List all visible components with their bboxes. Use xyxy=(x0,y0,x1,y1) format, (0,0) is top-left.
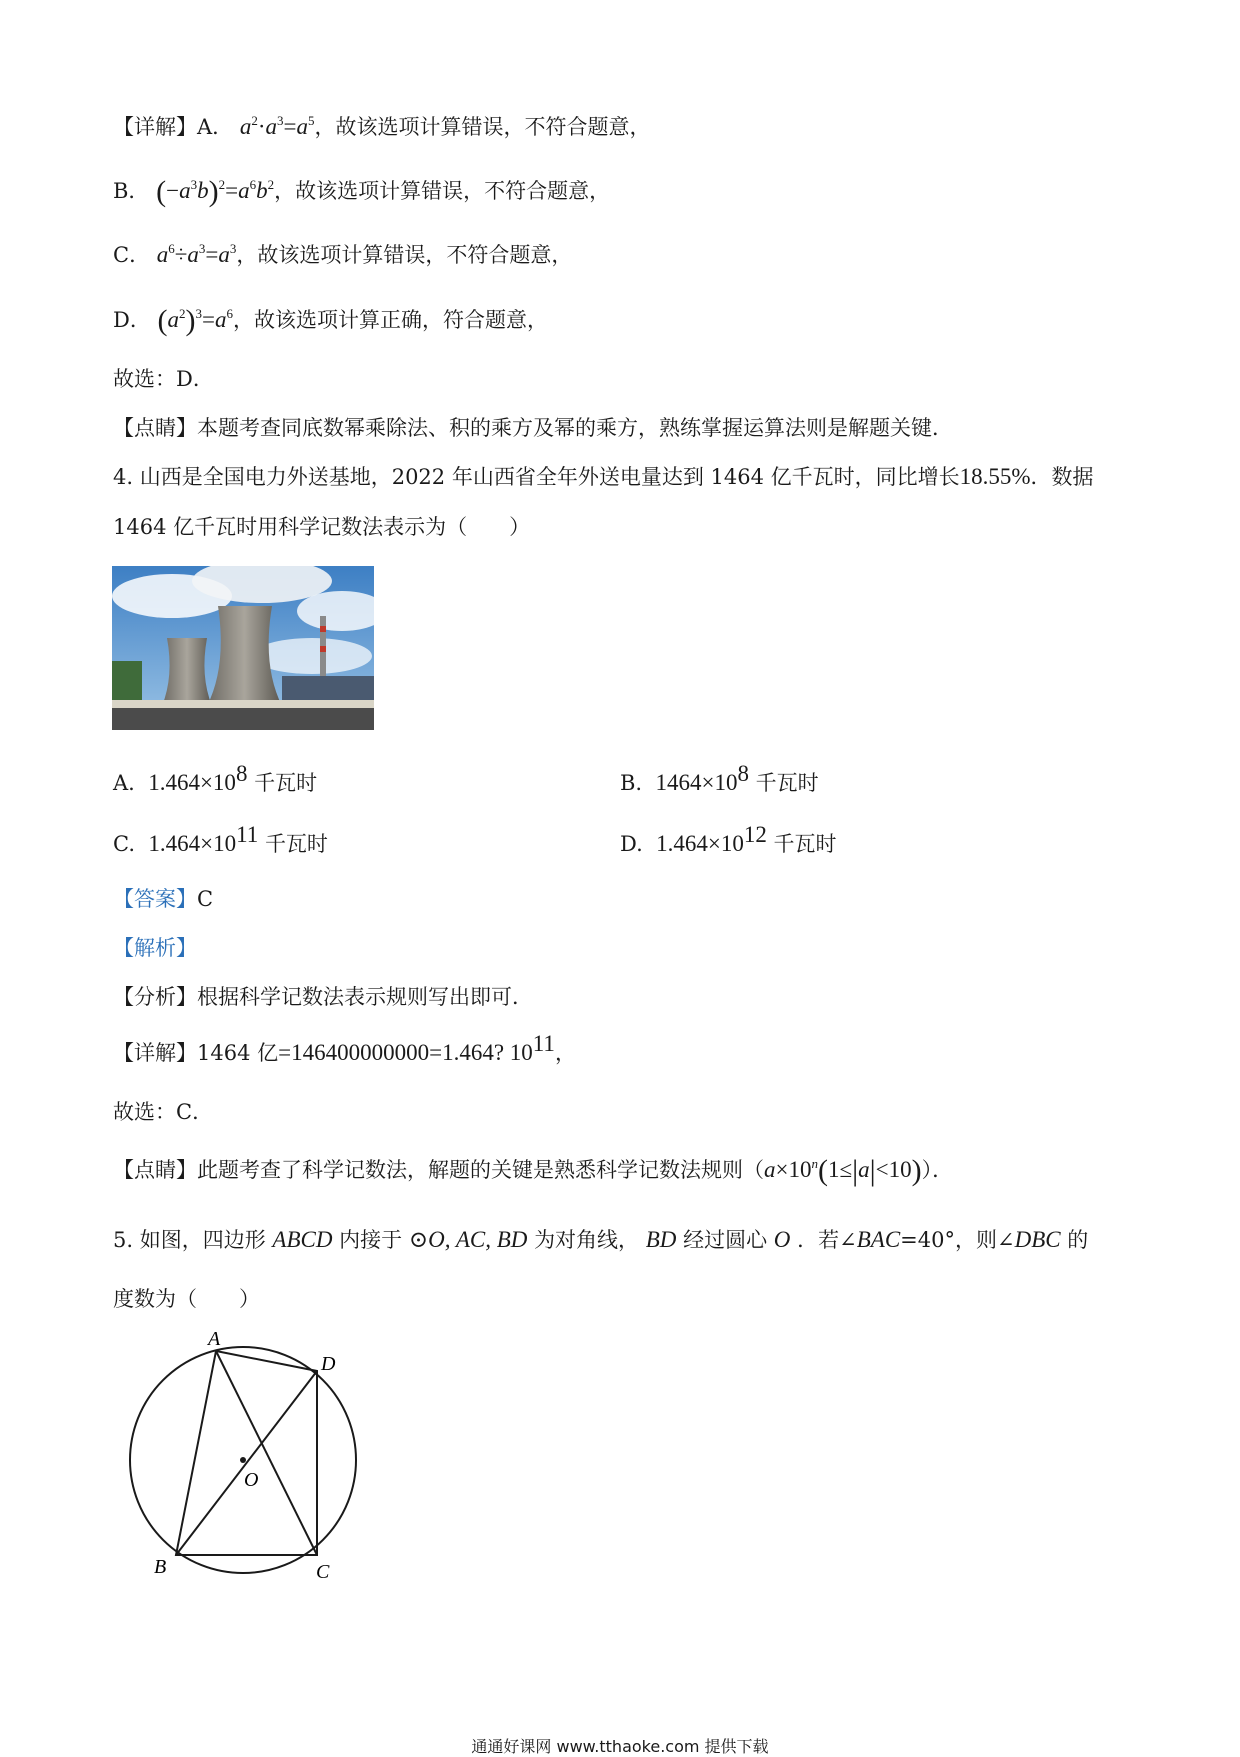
q4-comment: 【点睛】此题考查了科学记数法，解题的关键是熟悉科学记数法规则$(a\times 10^n(1\le|a|<10))$． xyxy=(113,1154,954,1187)
q4-detail: 【详解】1464 亿=146400000000=1.464? $10^{11}$， xyxy=(113,1031,576,1065)
q3-c-text: ，故该选项计算错误，不符合题意， xyxy=(236,243,573,267)
q4-percent: 18.55% xyxy=(959,464,1031,489)
label-o: O xyxy=(244,1469,259,1491)
label-c: C xyxy=(316,1561,330,1583)
label-a: A xyxy=(208,1330,221,1350)
option-c[interactable]: C. $1.464\times 10^{11}$ 千瓦时 xyxy=(113,822,328,856)
footer: 通通好课网 www.tthaoke.com 提供下载 xyxy=(471,1737,769,1756)
power-station-photo xyxy=(112,566,374,730)
option-d[interactable]: D. $1.464\times 10^{12}$ 千瓦时 xyxy=(620,822,837,856)
label-b: B xyxy=(154,1556,167,1578)
q4-stem-line1 xyxy=(113,462,1094,492)
q4-stem-line2: 1464 亿千瓦时用科学记数法表示为（ ） xyxy=(113,515,531,539)
q3-b-text: ，故该选项计算错误，不符合题意， xyxy=(274,179,611,203)
q3-a-text: ，故该选项计算错误，不符合题意， xyxy=(314,115,651,139)
q3-detail-d: D． $(a^2)^3=a^6$，故该选项计算正确，符合题意， xyxy=(113,304,548,337)
q5-stem-line2: 度数为（ ） xyxy=(113,1287,260,1311)
q4-stem-a: 4. 山西是全国电力外送基地，2022 年山西省全年外送电量达到 1464 亿千瓦时，同比增长 xyxy=(113,465,960,489)
q4-answer xyxy=(113,884,213,914)
comment-label: 【点睛】 xyxy=(113,416,197,440)
option-b[interactable]: B. $1464\times 10^8$ 千瓦时 xyxy=(620,761,819,795)
q3-choose: 故选：D． xyxy=(113,367,214,391)
q5-stem-line1: 5. 如图，四边形 ABCD 内接于 ⊙O, AC, BD 为对角线， BD 经过圆心 O ．若∠BAC=40°，则∠DBC 的 xyxy=(113,1227,1089,1252)
label-d: D xyxy=(321,1353,336,1375)
q3-d-text: ，故该选项计算正确，符合题意， xyxy=(233,308,548,332)
answer-label: 【答案】 xyxy=(113,887,197,911)
option-a[interactable]: A. $1.464\times 10^8$ 千瓦时 xyxy=(113,761,318,795)
geometry-figure xyxy=(118,1330,378,1594)
comment-text: 本题考查同底数幂乘除法、积的乘方及幂的乘方，熟练掌握运算法则是解题关键． xyxy=(197,416,953,440)
answer-value: C xyxy=(197,887,214,911)
q3-comment xyxy=(113,413,953,443)
q3-detail-c: C． $a^6\div a^3=a^3$，故该选项计算错误，不符合题意， xyxy=(113,241,573,267)
q4-analysis: 【分析】根据科学记数法表示规则写出即可． xyxy=(113,985,533,1009)
q4-stem-b: ．数据 xyxy=(1030,465,1094,489)
q4-choose: 故选：C． xyxy=(113,1100,214,1124)
q3-detail-b: B． $(-a^3b)^2=a^6b^2$，故该选项计算错误，不符合题意， xyxy=(113,175,611,208)
q3-detail-a: 【详解】A． $a^2\cdot a^3=a^5$，故该选项计算错误，不符合题意， xyxy=(113,113,651,139)
detail-label: 【详解】 xyxy=(113,115,197,139)
q4-analysis-label: 【解析】 xyxy=(113,936,197,960)
